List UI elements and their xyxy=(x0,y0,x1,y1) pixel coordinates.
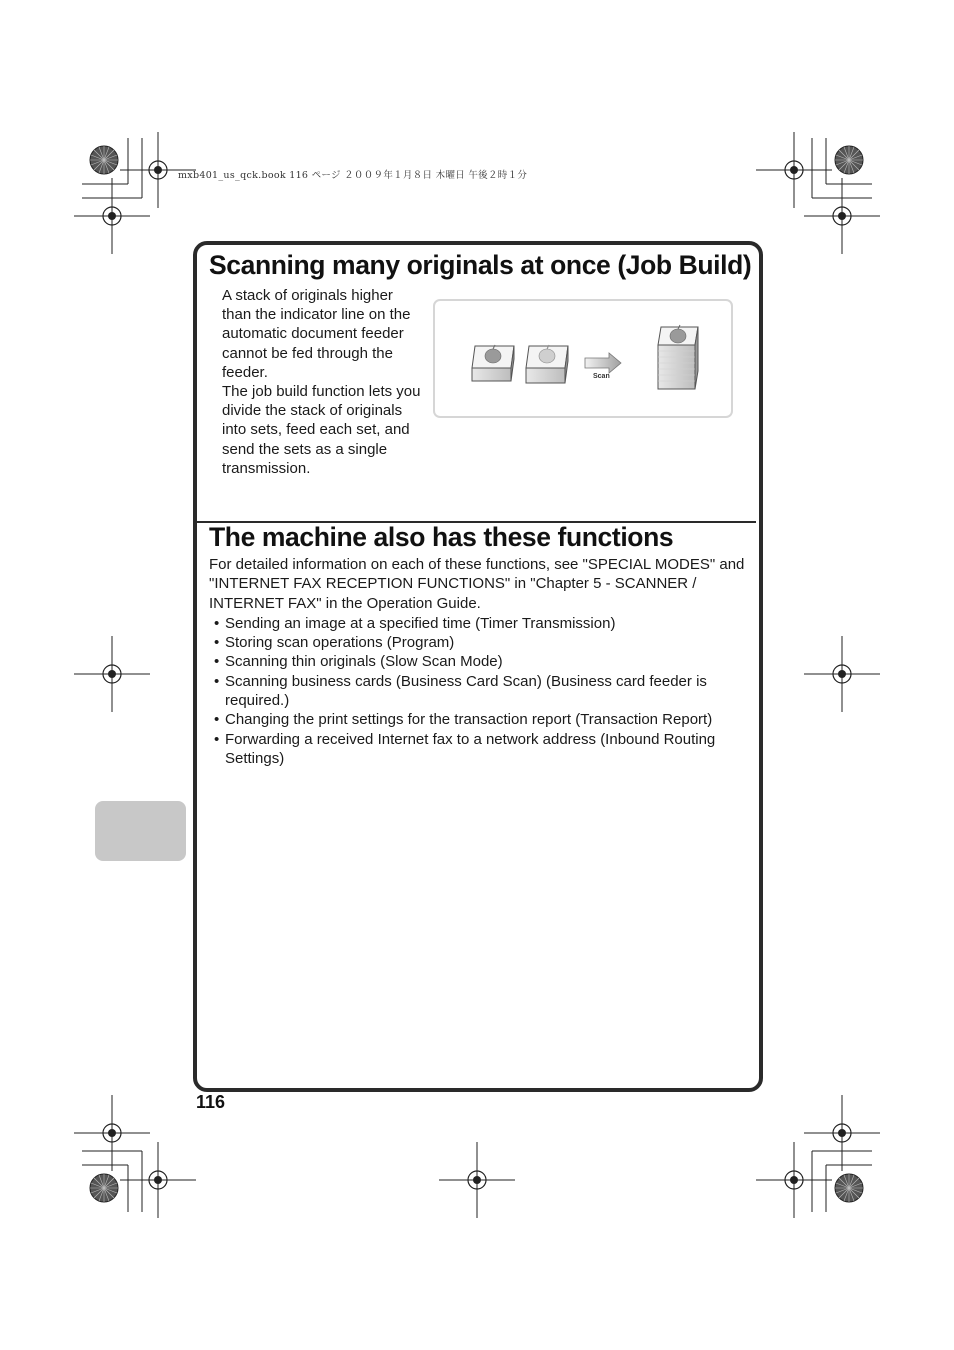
job-build-illustration xyxy=(433,299,733,418)
section-title-other-functions: The machine also has these functions xyxy=(209,522,674,552)
bullet: • xyxy=(214,634,220,652)
document-stack-icon xyxy=(472,345,514,381)
document-stack-icon xyxy=(526,345,568,383)
registration-mark-icon xyxy=(74,1095,150,1171)
registration-mark-icon xyxy=(804,178,880,254)
job-build-paragraph: A stack of originals higher than the indicator line on the automatic document feeder cannot be fed through the feeder. xyxy=(222,287,411,381)
registration-mark-icon xyxy=(439,1142,515,1218)
tall-document-stack-icon xyxy=(658,325,698,389)
list-item: • Forwarding a received Internet fax to a network address (Inbound Routing Settings) xyxy=(214,730,716,767)
registration-mark-icon xyxy=(120,1142,196,1218)
list-item: • Changing the print settings for the transaction report (Transaction Report) xyxy=(214,711,713,729)
registration-mark-icon xyxy=(90,146,118,174)
registration-mark-icon xyxy=(74,178,150,254)
other-functions-body xyxy=(209,555,754,768)
functions-list xyxy=(209,614,754,768)
file-header: mxb401_us_qck.book 116 ページ ２００９年１月８日 木曜日 午後２時１分 xyxy=(178,170,528,181)
registration-mark-icon xyxy=(835,146,863,174)
registration-mark-icon xyxy=(804,636,880,712)
registration-mark-icon xyxy=(835,1174,863,1202)
list-item: • Storing scan operations (Program) xyxy=(214,634,455,652)
job-build-paragraph: The job build function lets you divide the stack of originals into sets, feed each set, and send the sets as a single transmission. xyxy=(222,383,421,477)
bullet: • xyxy=(214,672,220,690)
section-title-job-build: Scanning many originals at once (Job Build) xyxy=(209,250,752,280)
bullet: • xyxy=(214,711,220,729)
page-number: 116 xyxy=(196,1092,226,1112)
bullet: • xyxy=(214,614,220,632)
registration-mark-icon xyxy=(90,1174,118,1202)
bullet: • xyxy=(214,730,220,748)
scan-arrow-label: Scan xyxy=(593,373,610,380)
registration-mark-icon xyxy=(756,132,832,208)
registration-mark-icon xyxy=(804,1095,880,1171)
registration-mark-icon xyxy=(74,636,150,712)
chapter-side-tab xyxy=(95,801,186,861)
list-item: • Sending an image at a specified time (Timer Transmission) xyxy=(214,614,616,632)
job-build-description xyxy=(222,286,422,478)
registration-mark-icon xyxy=(756,1142,832,1218)
list-item: • Scanning business cards (Business Card Scan) (Business card feeder is required.) xyxy=(214,672,707,710)
other-functions-intro: For detailed information on each of these functions, see "SPECIAL MODES" and "INTERNET FAX RECEPTION FUNCTIONS" in "Chapter 5 - SCANNER / INTERNET FAX" in the Operation Guide. xyxy=(209,556,745,612)
bullet: • xyxy=(214,653,220,671)
list-item: • Scanning thin originals (Slow Scan Mode) xyxy=(214,653,503,671)
arrow-right-icon xyxy=(585,353,621,373)
